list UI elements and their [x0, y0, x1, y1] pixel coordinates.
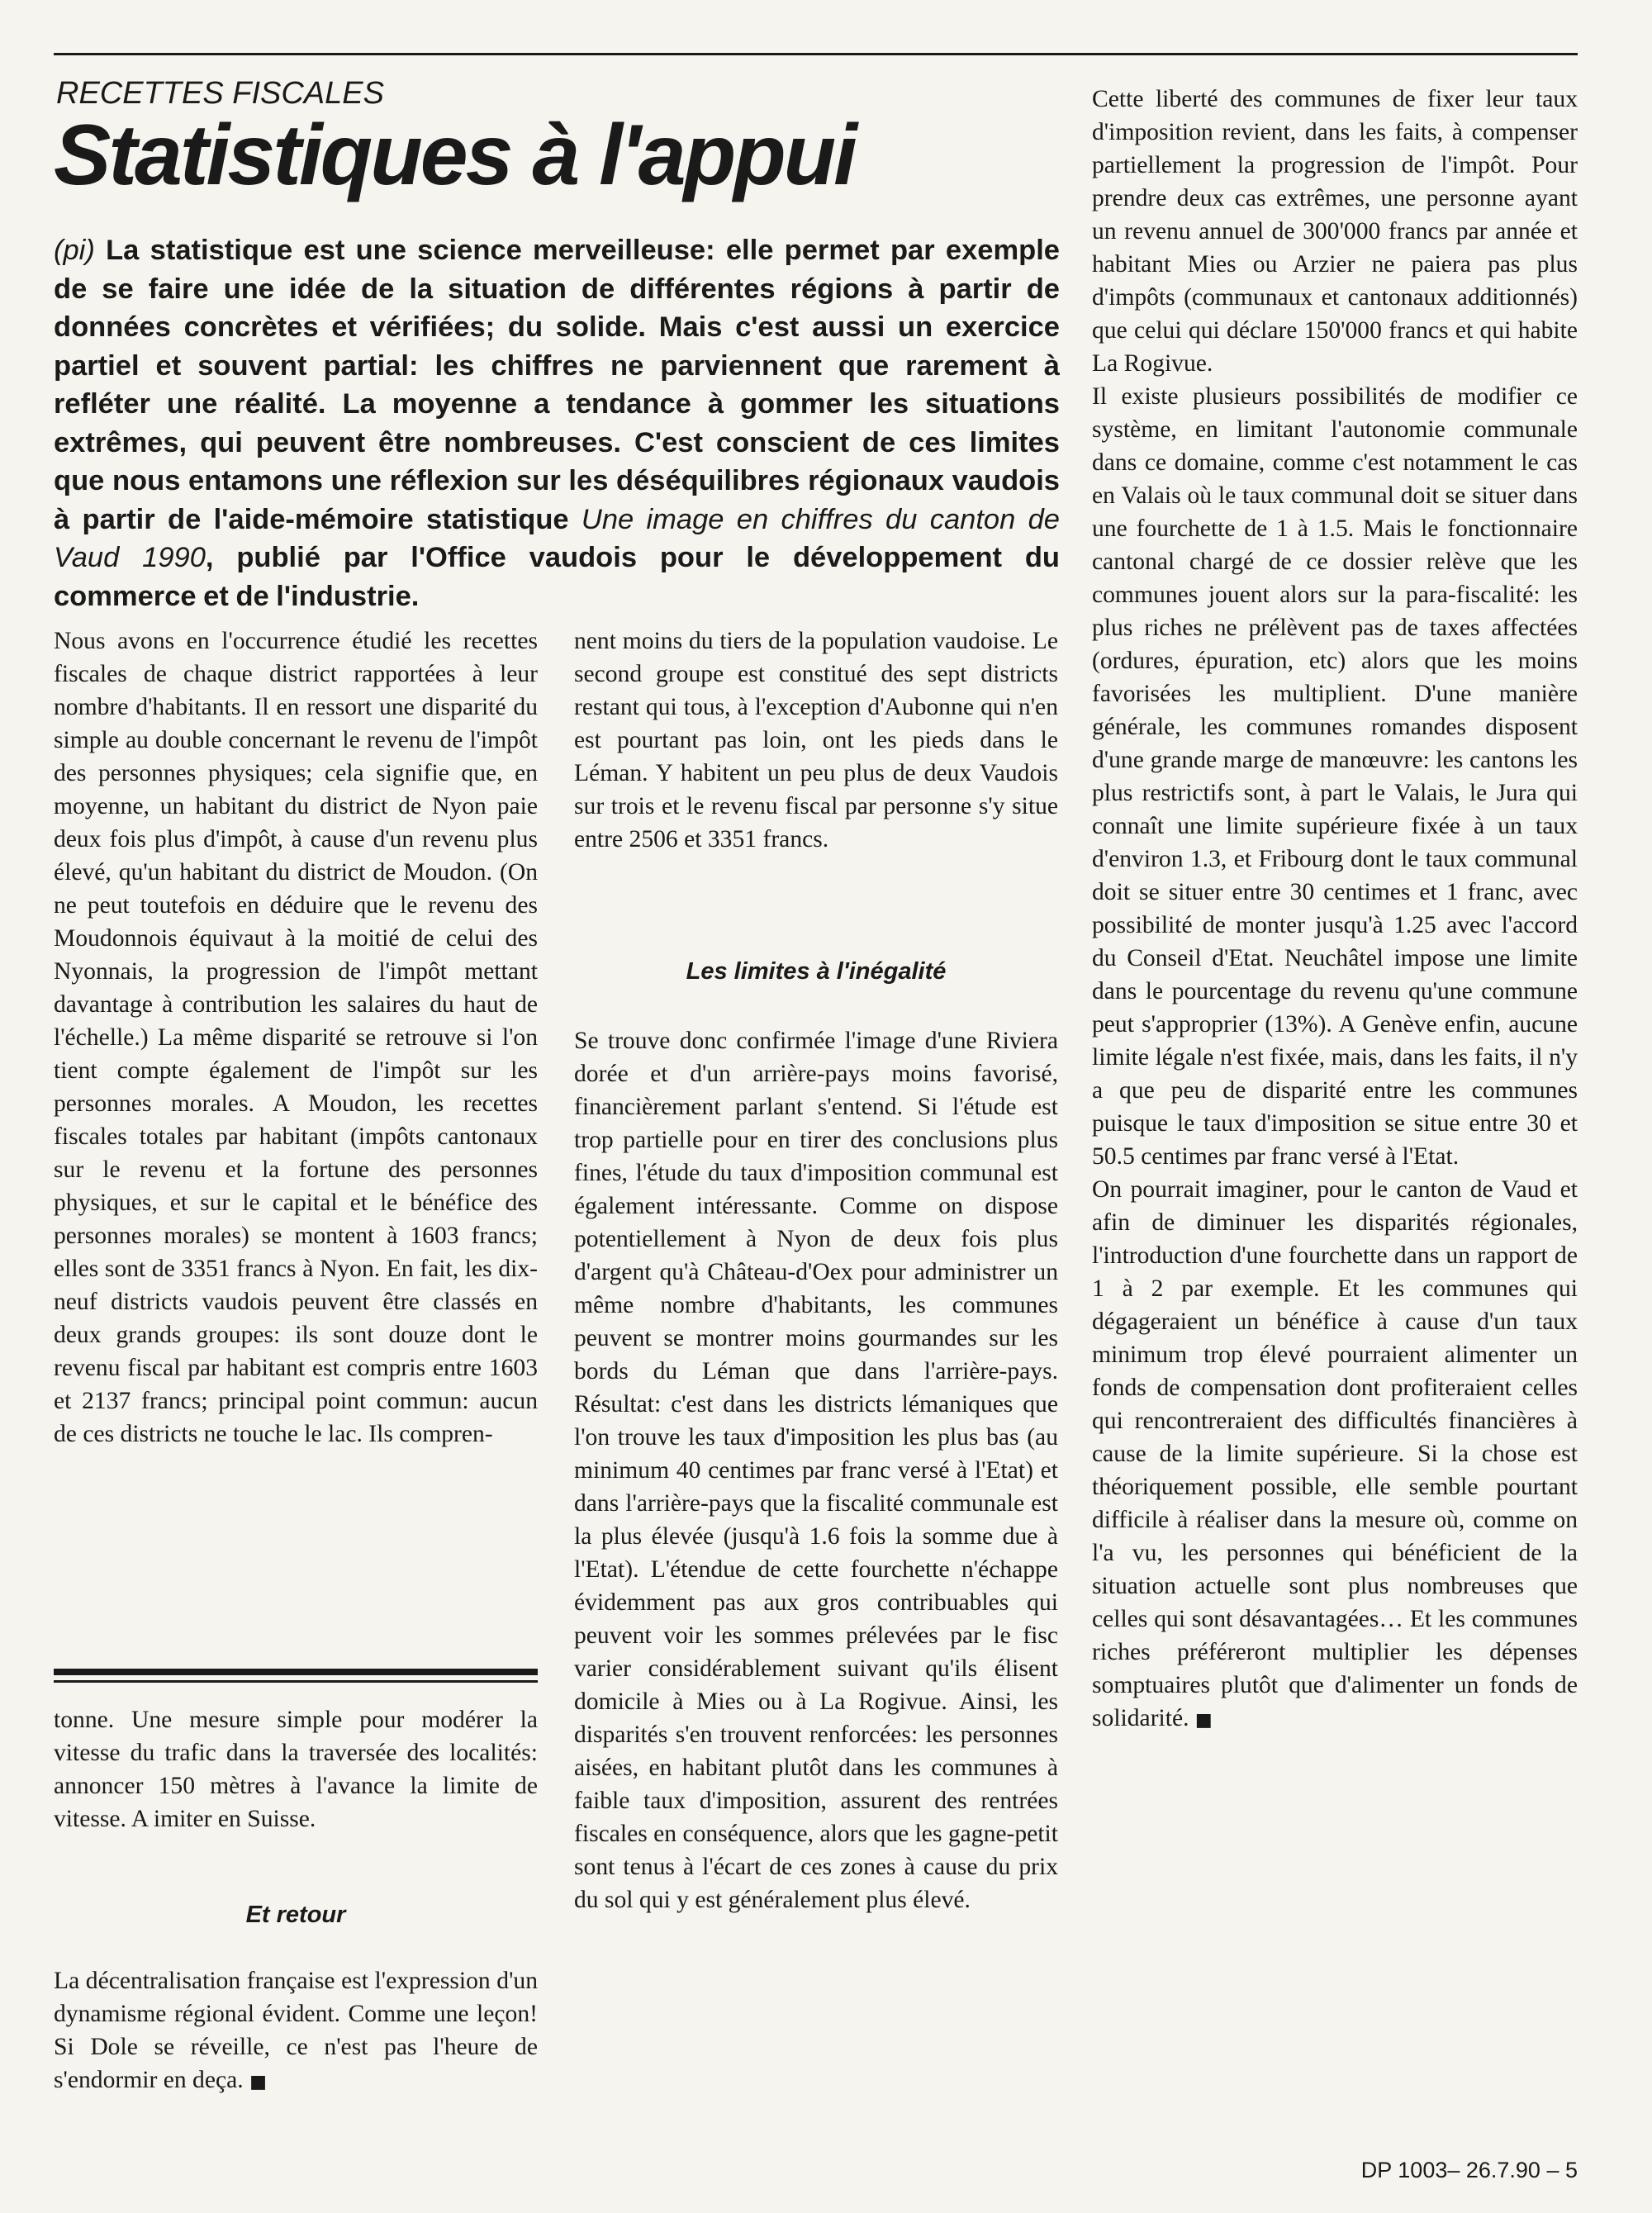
lead-text-2: , publié par l'Office vaudois pour le développement du commerce et de l'industrie. — [54, 542, 1060, 612]
col2-paragraph-1: nent moins du tiers de la population vaudoise. Le second groupe est constitué des sept districts restant qui tous, à l'exception d'Aubonne qui n'en est pourtant pas loin, ont les pieds dans le Léman. Y habitent un peu plus de deux Vaudois sur trois et le revenu fiscal par personne s'y situe entre 2506 et 3351 francs. — [574, 628, 1058, 852]
column-3 — [1092, 83, 1578, 1737]
column-1 — [54, 624, 538, 1451]
end-of-article-icon: ■ — [249, 2072, 267, 2092]
col1-paragraph-1: Nous avons en l'occurrence étudié les recettes fiscales de chaque district rapportées à leur nombre d'habitants. Il en ressort une disparité du simple au double concernant le revenu de l'impôt des personnes physiques; cela signifie que, en moyenne, un habitant du district de Nyon paie deux fois plus d'impôt, à cause d'un revenu plus élevé, qu'un habitant du district de Moudon. (On ne peut toutefois en déduire que le revenu des Moudonnois équivaut à la moitié de celui des Nyonnais, la progression de l'impôt mettant davantage à contribution les salaires du haut de l'échelle.) La même disparité se retrouve si l'on tient compte également de l'impôt sur les personnes morales. A Moudon, les recettes fiscales totales par habitant (impôts cantonaux sur le revenu et la fortune des personnes physiques, et sur le capital et le bénéfice des personnes morales) se montent à 1603 francs; elles sont de 3351 francs à Nyon. En fait, les dix-neuf districts vaudois peuvent être classés en deux grands groupes: ils sont douze dont le revenu fiscal par habitant est compris entre 1603 et 2137 francs; principal point commun: aucun de ces districts ne touche le lac. Ils compren- — [54, 628, 538, 1447]
other-article-end — [54, 1964, 538, 2099]
lead-publication-title: Une image en chiffres du canton de Vaud 1990 — [54, 503, 1060, 573]
col3-paragraph-1: Cette liberté des communes de fixer leur taux d'imposition revient, dans les faits, à compenser partiellement la progression de l'impôt. Pour prendre deux cas extrêmes, une personne ayant un revenu annuel de 300'000 francs par année et habitant Mies ou Arzier ne paiera pas plus d'impôts (communaux et cantonaux additionnés) que celui qui déclare 150'000 francs et qui habite La Rogivue. — [1092, 86, 1578, 377]
article-headline: Statistiques à l'appui — [54, 107, 856, 203]
byline: (pi) — [54, 235, 95, 266]
article-separator-thick — [54, 1669, 538, 1675]
other-article-start — [54, 1703, 538, 1835]
col2-paragraph-2: Se trouve donc confirmée l'image d'une Riviera dorée et d'un arrière-pays moins favorisé, financièrement parlant s'entend. Si l'étude est trop partielle pour en tirer des conclusions plus fines, l'étude du taux d'imposition communal est également intéressante. Comme on dispose potentiellement à Nyon de deux fois plus d'argent qu'à Château-d'Oex pour administrer un même nombre d'habitants, les communes peuvent se montrer moins gourmandes sur les bords du Léman que dans l'arrière-pays. Résultat: c'est dans les districts lémaniques que l'on trouve les taux d'imposition les plus bas (au minimum 40 centimes par franc versé à l'Etat) et dans l'arrière-pays que la fiscalité communale est la plus élevée (jusqu'à 1.6 fois la somme due à l'Etat). L'étendue de cette fourchette n'échappe évidemment pas aux gros contribuables qui peuvent voir les sommes prélevées par le fisc varier considérablement suivant qu'ils élisent domicile à Mies ou à La Rogivue. Ainsi, les disparités s'en trouvent renforcées: les personnes aisées, en habitant plutôt dans les communes à faible taux d'imposition, assurent des rentrées fiscales en conséquence, alors que les gagne-petit sont tenus à l'écart de ces zones à cause du prix du sol qui y est généralement plus élevé. — [574, 1028, 1058, 1913]
col3-paragraph-2: Il existe plusieurs possibilités de modifier ce système, en limitant l'autonomie communale dans ce domaine, comme c'est notamment le cas en Valais où le taux communal doit se situer dans une fourchette de 1 à 1.5. Mais le fonctionnaire cantonal chargé de ce dossier relève que les communes jouent alors sur la para-fiscalité: les plus riches ne prélèvent pas de taxes affectées (ordures, épuration, etc) alors que les moins favorisées les multiplient. D'une manière générale, les communes romandes disposent d'une grande marge de manœuvre: les cantons les plus restrictifs sont, à part le Valais, le Jura qui connaît une limite supérieure fixée à un taux d'environ 1.3, et Fribourg dont le taux communal doit se situer entre 30 centimes et 1 franc, avec possibilité de monter jusqu'à 1.25 avec l'accord du Conseil d'Etat. Neuchâtel impose une limite dans le pourcentage du revenu qu'une commune peut s'approprier (13%). A Genève enfin, aucune limite légale n'est fixée, mais, dans les faits, il n'y a que peu de disparité entre les communes puisque le taux d'imposition se situe entre 30 et 50.5 centimes par franc versé à l'Etat. — [1092, 383, 1578, 1170]
article-lead — [54, 231, 1060, 615]
other-article-subhead: Et retour — [245, 1902, 346, 1928]
column-2-top — [574, 624, 1058, 856]
other-article-paragraph-1: tonne. Une mesure simple pour modérer la vitesse du trafic dans la traversée des localités: annoncer 150 mètres à l'avance la limite de vitesse. A imiter en Suisse. — [54, 1707, 538, 1832]
end-of-article-icon: ■ — [1194, 1710, 1213, 1731]
section-kicker: RECETTES FISCALES — [56, 76, 384, 111]
lead-text-1: La statistique est une science merveilleuse: elle permet par exemple de se faire une idée de la situation de différentes régions à partir de données concrètes et vérifiées; du solide. Mais c'est aussi un exercice partiel et souvent partial: les chiffres ne parviennent que rarement à refléter une réalité. La moyenne a tendance à gommer les situations extrêmes, qui peuvent être nombreuses. C'est conscient de ces limites que nous entamons une réflexion sur les déséquilibres régionaux vaudois à partir de l'aide-mémoire statistique — [54, 235, 1060, 535]
subhead-limites: Les limites à l'inégalité — [686, 958, 947, 985]
other-article-paragraph-2: La décentralisation française est l'expression d'un dynamisme régional évident. Comme une leçon! Si Dole se réveille, ce n'est pas l'heure de s'endormir en deça. ■ — [54, 1968, 538, 2093]
column-2-bottom — [574, 1024, 1058, 1916]
col3-paragraph-3: On pourrait imaginer, pour le canton de Vaud et afin de diminuer les disparités régionales, l'introduction d'une fourchette dans un rapport de 1 à 2 par exemple. Et les communes qui dégageraient un bénéfice à cause d'un taux minimum trop élevé pourraient alimenter un fonds de compensation dont profiteraient celles qui rencontreraient des difficultés financières à cause de la limite supérieure. Si la chose est théoriquement possible, elle semble pourtant difficile à réaliser dans la mesure où, comme on l'a vu, les personnes qui bénéficient de la situation actuelle sont plus nombreuses que celles qui sont désavantagées… Et les communes riches préféreront multiplier les dépenses somptuaires plutôt que d'alimenter un fonds de solidarité. ■ — [1092, 1176, 1578, 1731]
article-separator-thin — [54, 1680, 538, 1683]
top-rule — [54, 53, 1578, 55]
page-footer: DP 1003– 26.7.90 – 5 — [1360, 2158, 1578, 2182]
